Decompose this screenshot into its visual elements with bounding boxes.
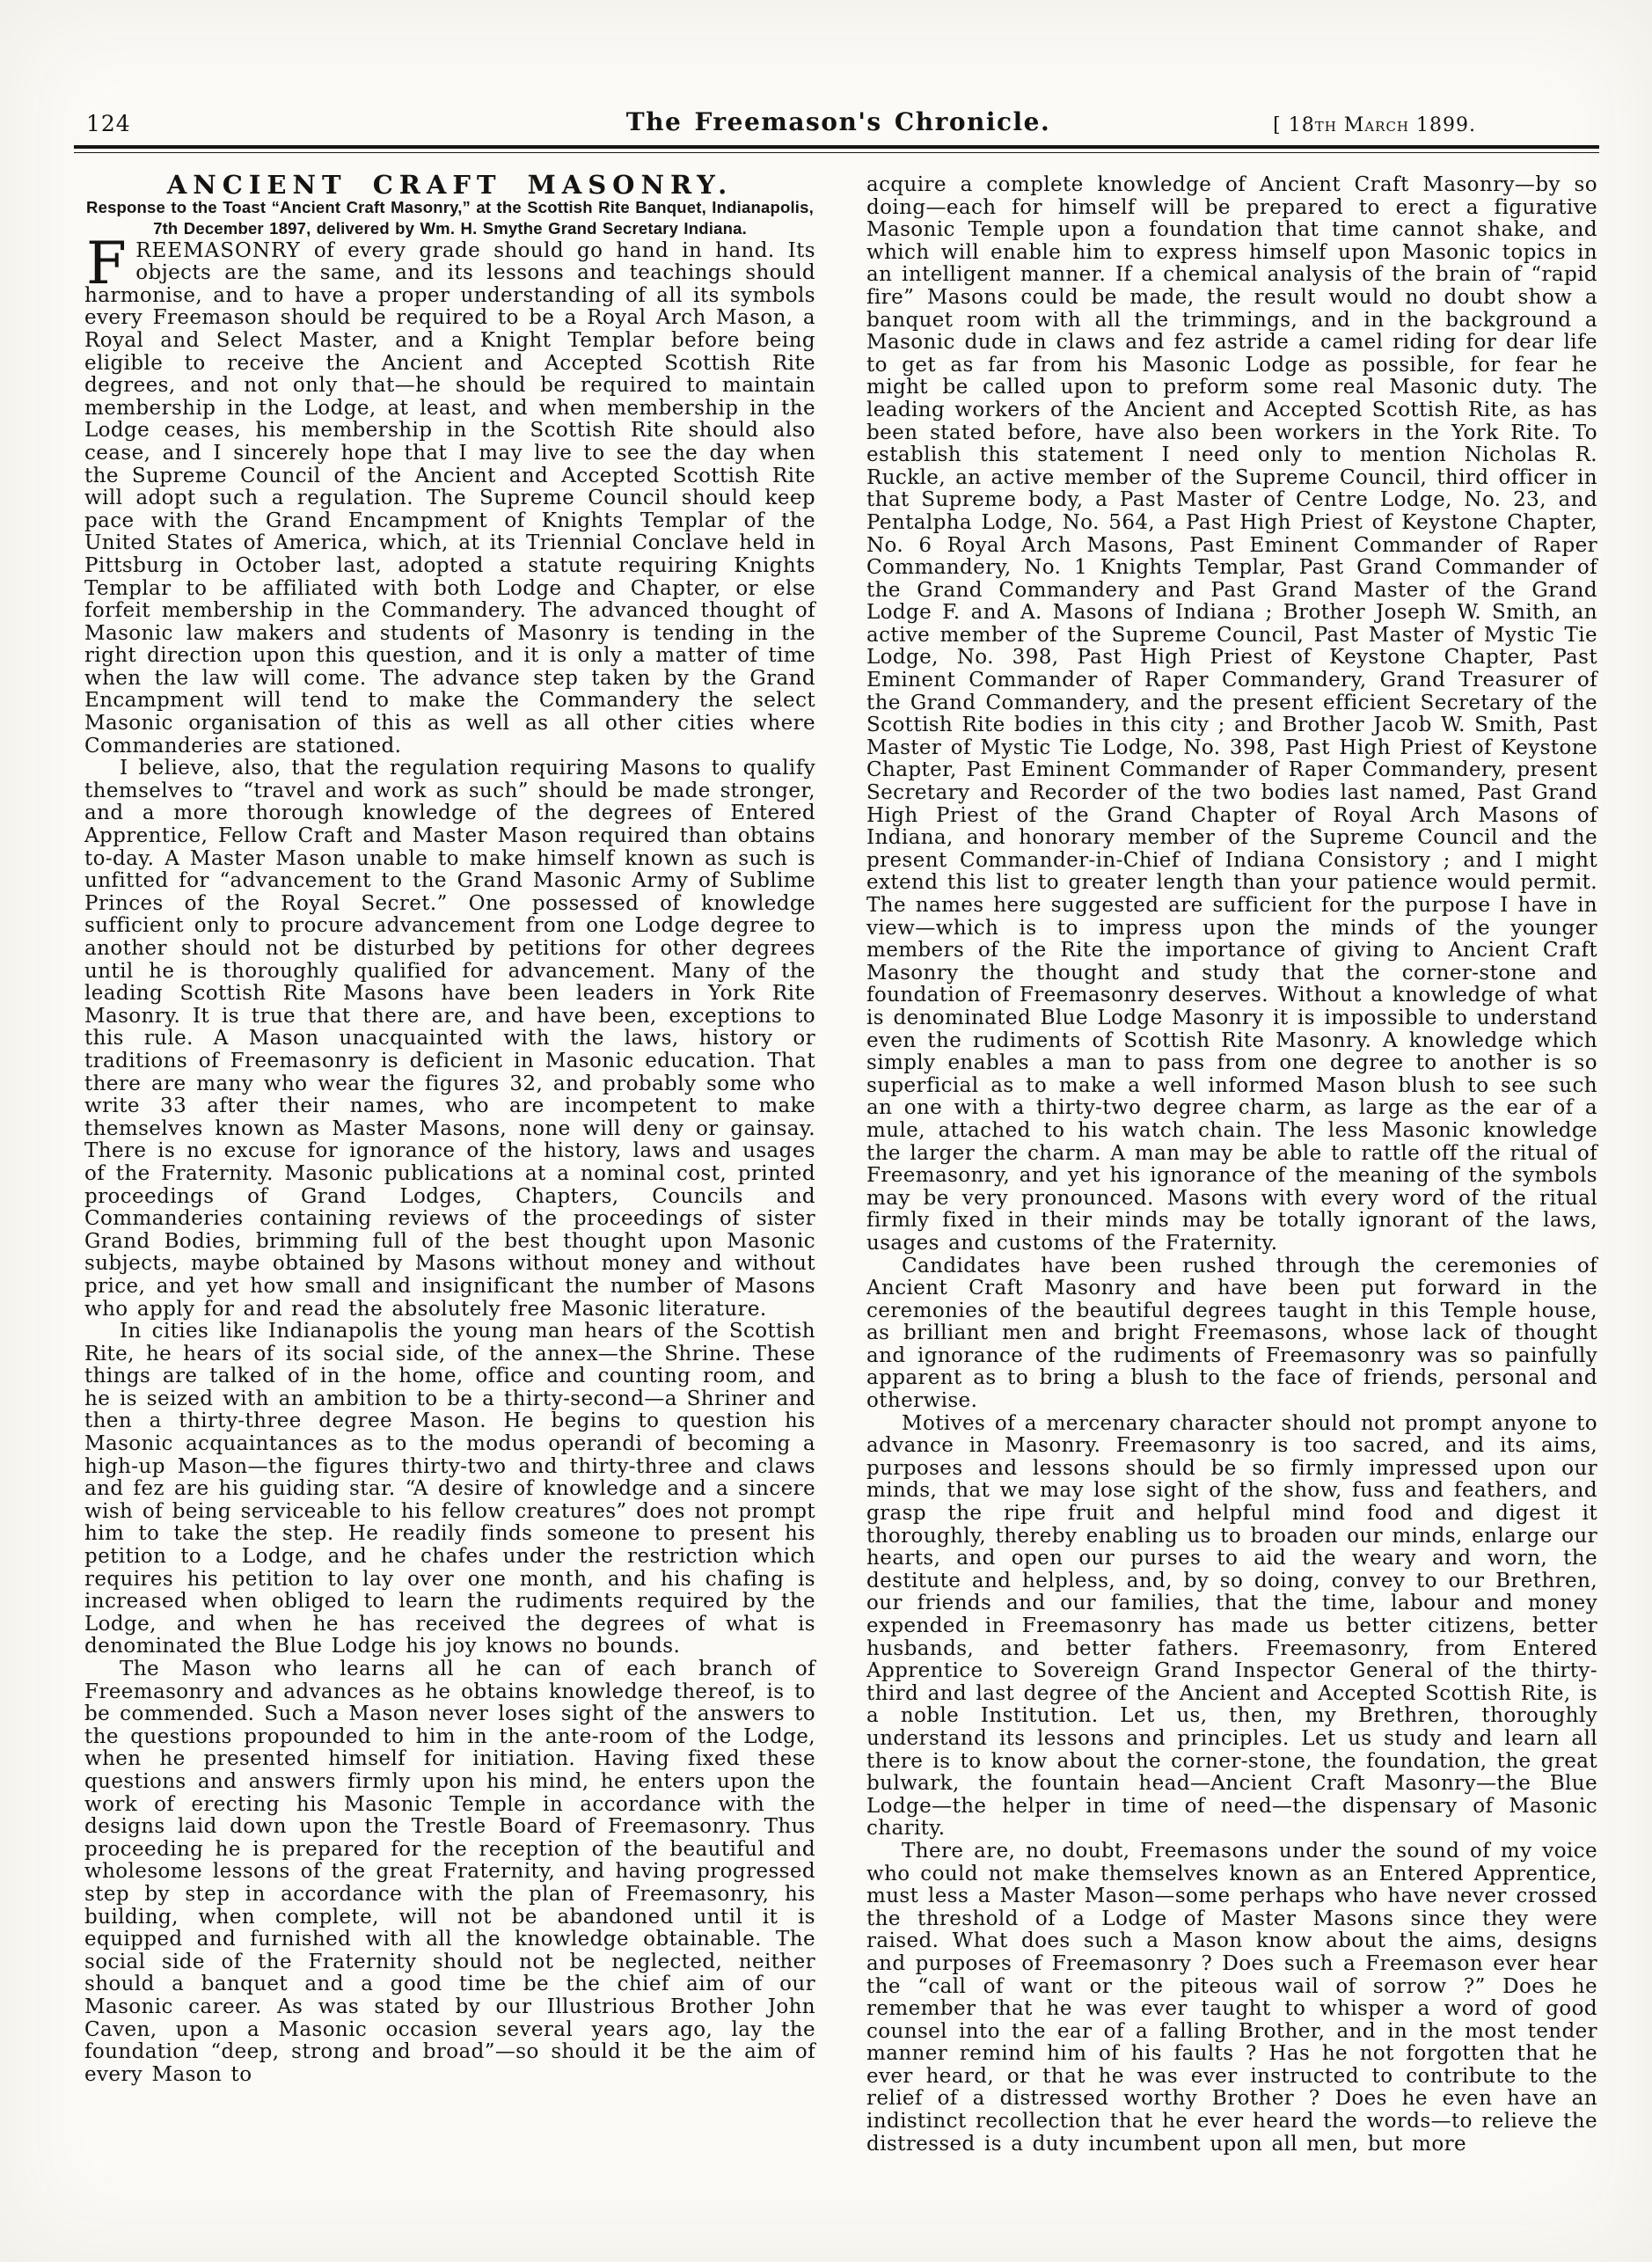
left-column — [84, 170, 815, 2156]
masthead-divider-rule — [74, 145, 1599, 153]
masthead — [0, 0, 1652, 143]
dropcap-initial: F — [86, 229, 128, 297]
paragraph-text: of every grade should go hand in hand. Its objects are the same, and its lessons and teachings should harmonise, and to have a proper understanding of all its symbols every Freemason should be required to be a Royal Arch Mason, a Royal and Select Master, and a Knight Templar before being eligible to receive the Ancient and Accepted Scottish Rite degrees, and not only that—he should be required to maintain membership in the Lodge, at least, and when membership in the Lodge ceases, his membership in the Scottish Rite should also cease, and I sincerely hope that I may live to see the day when the Supreme Council of the Ancient and Accepted Scottish Rite will adopt such a regulation. The Supreme Council should keep pace with the Grand Encampment of Knights Templar of the United States of America, which, at its Triennial Conclave held in Pittsburg in October last, adopted a statute requiring Knights Templar to be affiliated with both Lodge and Chapter, or else forfeit membership in the Commandery. The advanced thought of Masonic law makers and students of Masonry is tending in the right direction upon this question, and it is only a matter of time when the law will come. The advance step taken by the Grand Encampment will tend to make the Commandery the select Masonic organisation of this as well as all other cities where Commanderies are stationed. — [84, 238, 815, 758]
right-column — [866, 174, 1597, 2156]
paragraph: The Mason who learns all he can of each branch of Freemasonry and advances as he obtains knowledge thereof, is to be commended. Such a Mason never loses sight of the answers to the questions propounded to him in the ante-room of the Lodge, when he presented himself for initiation. Having fixed these questions and answers firmly upon his mind, he enters upon the work of erecting his Masonic Temple in accordance with the designs laid down upon the Trestle Board of Freemasonry. Thus proceeding he is prepared for the reception of the beautiful and wholesome lessons of the great Fraternity, and having progressed step by step in accordance with the plan of Freemasonry, his building, when complete, will not be abandoned until it is equipped and furnished with all the knowledge obtainable. The social side of the Fraternity should not be neglected, neither should a banquet and a good time be the chief aim of our Masonic career. As was stated by our Illustrious Brother John Caven, upon a Masonic occasion several years ago, lay the foundation “deep, strong and broad”—so should it be the aim of every Mason to — [84, 1658, 815, 2086]
paragraph: In cities like Indianapolis the young man hears of the Scottish Rite, he hears of its social side, of the annex—the Shrine. These things are talked of in the home, office and counting room, and he is seized with an ambition to be a thirty-second—a Shriner and then a thirty-three degree Mason. He begins to question his Masonic acquaintances as to the modus operandi of becoming a high-up Mason—the figures thirty-two and thirty-three and claws and fez are his guiding star. “A desire of knowledge and a sincere wish of being serviceable to his fellow creatures” does not prompt him to take the step. He readily finds someone to present his petition to a Lodge, and he chafes under the restriction which requires his petition to lay over one month, and his chafing is increased when obliged to learn the rudiments required by the Lodge, and when he has received the degrees of what is denominated the Blue Lodge his joy knows no bounds. — [84, 1320, 815, 1658]
article-subtitle: Response to the Toast “Ancient Craft Masonry,” at the Scottish Rite Banquet, Indianapolis, 7th December 1897, delivered by Wm. H. Smythe Grand Secretary Indiana. — [86, 197, 814, 238]
paragraph: acquire a complete knowledge of Ancient Craft Masonry—by so doing—each for himself will be prepared to erect a figurative Masonic Temple upon a foundation that time cannot shake, and which will enable him to express himself upon Masonic topics in an intelligent manner. If a chemical analysis of the brain of “rapid fire” Masons could be made, the result would no doubt show a banquet room with all the trimmings, and in the background a Masonic dude in claws and fez astride a camel riding for dear life to get as far from his Masonic Lodge as possible, for fear he might be called upon to preform some real Masonic duty. The leading workers of the Ancient and Accepted Scottish Rite, as has been stated before, have also been workers in the York Rite. To establish this statement I need only to mention Nicholas R. Ruckle, an active member of the Supreme Council, third officer in that Supreme body, a Past Master of Centre Lodge, No. 23, and Pentalpha Lodge, No. 564, a Past High Priest of Keystone Chapter, No. 6 Royal Arch Masons, Past Eminent Commander of Raper Commandery, No. 1 Knights Templar, Past Grand Commander of the Grand Commandery and Past Grand Master of the Grand Lodge F. and A. Masons of Indiana ; Brother Joseph W. Smith, an active member of the Supreme Council, Past Master of Mystic Tie Lodge, No. 398, Past High Priest of Keystone Chapter, Past Eminent Commander of Raper Commandery, Grand Treasurer of the Grand Commandery, and the present efficient Secretary of the Scottish Rite bodies in this city ; and Brother Jacob W. Smith, Past Master of Mystic Tie Lodge, No. 398, Past High Priest of Keystone Chapter, Past Eminent Commander of Raper Commandery, present Secretary and Recorder of the two bodies last named, Past Grand High Priest of the Grand Chapter of Royal Arch Masons of Indiana, and honorary member of the Supreme Council and the present Commander-in-Chief of Indiana Consistory ; and I might extend this list to greater length than your patience would permit. The names here suggested are sufficient for the purpose I have in view—which is to impress upon the minds of the younger members of the Rite the importance of giving to Ancient Craft Masonry the thought and study that the corner-stone and foundation of Freemasonry deserves. Without a knowledge of what is denominated Blue Lodge Masonry it is impossible to understand even the rudiments of Scottish Rite Masonry. A knowledge which simply enables a man to pass from one degree to another is so superficial as to make a well informed Mason blush to see such an one with a thirty-two degree charm, as large as the ear of a mule, attached to his watch chain. The less Masonic knowledge the larger the charm. A man may be able to rattle off the ritual of Freemasonry, and yet his ignorance of the meaning of the symbols may be very pronounced. Masons with every word of the ritual firmly fixed in their minds may be totally ignorant of the laws, usages and customs of the Fraternity. — [866, 173, 1597, 1255]
article-body — [0, 153, 1652, 2156]
lead-word: REEMASONRY — [135, 238, 301, 262]
paragraph — [84, 229, 815, 758]
issue-date: [ 18th March 1899. — [1273, 114, 1476, 136]
paragraph: I believe, also, that the regulation requiring Masons to qualify themselves to “travel and work as such” should be made stronger, and a more thorough knowledge of the degrees of Entered Apprentice, Fellow Craft and Master Mason required than obtains to-day. A Master Mason unable to make himself known as such is unfitted for “advancement to the Grand Masonic Army of Sublime Princes of the Royal Secret.” One possessed of knowledge sufficient only to procure advancement from one Lodge degree to another should not be disturbed by petitions for other degrees until he is thoroughly qualified for advancement. Many of the leading Scottish Rite Masons have been leaders in York Rite Masonry. It is true that there are, and have been, exceptions to this rule. A Mason unacquainted with the laws, history or traditions of Freemasonry is deficient in Masonic education. That there are many who wear the figures 32, and probably some who write 33 after their names, who are incompetent to make themselves known as Master Masons, none will deny or gainsay. There is no excuse for ignorance of the history, laws and usages of the Fraternity. Masonic publications at a nominal cost, printed proceedings of Grand Lodges, Chapters, Councils and Commanderies containing reviews of the proceedings of sister Grand Bodies, brimming full of the best thought upon Masonic subjects, maybe obtained by Masons without money and without price, and yet how small and insignificant the number of Masons who apply for and read the absolutely free Masonic literature. — [84, 757, 815, 1321]
article-title: ANCIENT CRAFT MASONRY. — [166, 170, 734, 200]
journal-title: The Freemason's Chronicle. — [625, 107, 1051, 136]
page-number: 124 — [86, 111, 131, 136]
paragraph: Motives of a mercenary character should not prompt anyone to advance in Masonry. Freemasonry is too sacred, and its aims, purposes and lessons should be so firmly impressed upon our minds, that we may lose sight of the show, fuss and feathers, and grasp the ripe fruit and helpful mind food and digest it thoroughly, thereby enabling us to broaden our minds, enlarge our hearts, and open our purses to aid the weary and worn, the destitute and helpless, and, by so doing, convey to our Brethren, our friends and our families, that the time, labour and money expended in Freemasonry has made us better citizens, better husbands, and better fathers. Freemasonry, from Entered Apprentice to Sovereign Grand Inspector General of the thirty-third and last degree of the Ancient and Accepted Scottish Rite, is a noble Institution. Let us, then, my Brethren, thoroughly understand its lessons and principles. Let us study and learn all there is to know about the corner-stone, the foundation, the great bulwark, the fountain head—Ancient Craft Masonry—the Blue Lodge—the helper in time of need—the dispensary of Masonic charity. — [866, 1411, 1597, 1841]
paragraph: There are, no doubt, Freemasons under the sound of my voice who could not make themselves known as an Entered Apprentice, must less a Master Mason—some perhaps who have never crossed the threshold of a Lodge of Master Masons since they were raised. What does such a Mason know about the aims, designs and purposes of Freemasonry ? Does such a Freemason ever hear the “call of want or the piteous wail of sorrow ?” Does he remember that he was ever taught to whisper a word of good counsel into the ear of a falling Brother, and in the most tender manner remind him of his faults ? Has he not forgotten that he ever heard, or that he was ever instructed to contribute to the relief of a distressed worthy Brother ? Does he even have an indistinct recollection that he ever heard the words—to relieve the distressed is a duty incumbent upon all men, but more — [866, 1839, 1597, 2156]
paragraph: Candidates have been rushed through the ceremonies of Ancient Craft Masonry and have been put forward in the ceremonies of the beautiful degrees taught in this Temple house, as brilliant men and bright Freemasons, whose lack of thought and ignorance of the rudiments of Freemasonry was so painfully apparent as to bring a blush to the face of friends, personal and otherwise. — [866, 1254, 1597, 1413]
